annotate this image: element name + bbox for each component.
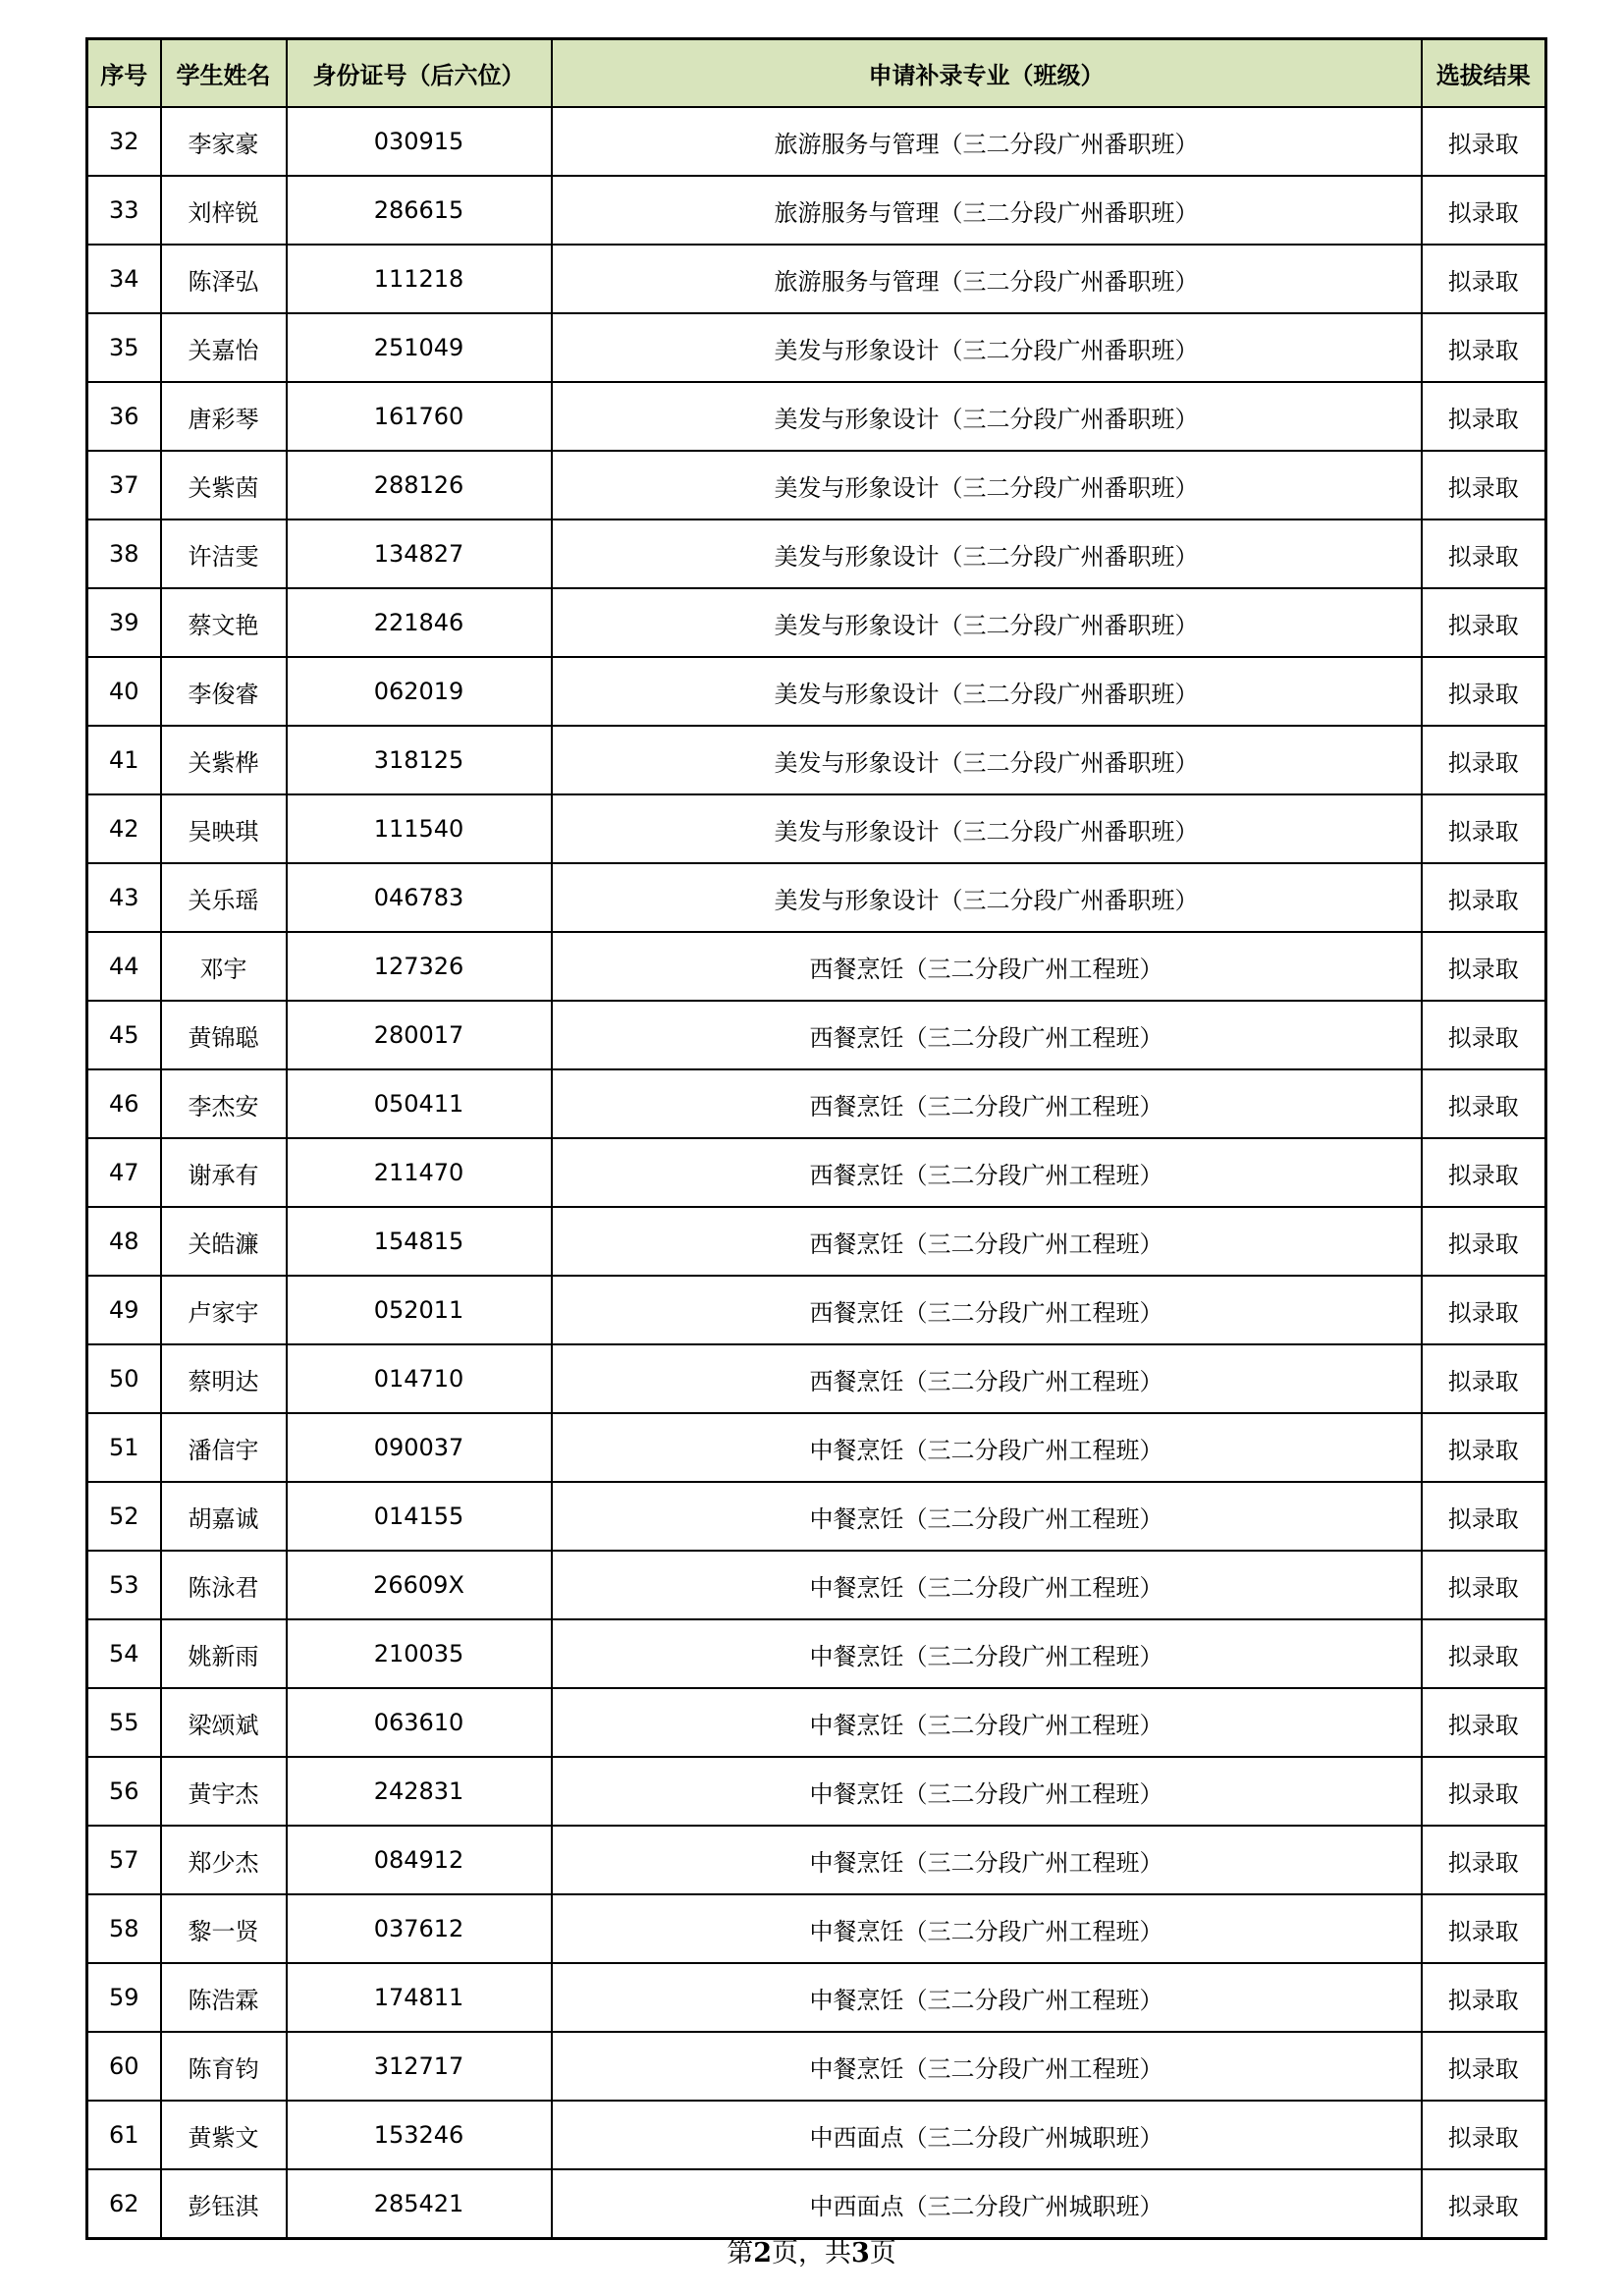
cell-major: 美发与形象设计（三二分段广州番职班）	[552, 588, 1422, 657]
cell-seq: 37	[87, 451, 161, 519]
footer-current-page: 2	[753, 2238, 772, 2269]
cell-student-name: 关紫桦	[161, 726, 287, 794]
cell-major: 西餐烹饪（三二分段广州工程班）	[552, 1276, 1422, 1344]
cell-seq: 45	[87, 1001, 161, 1069]
cell-student-name: 邓宇	[161, 932, 287, 1001]
cell-seq: 36	[87, 382, 161, 451]
cell-id-number: 312717	[287, 2032, 552, 2101]
cell-major: 美发与形象设计（三二分段广州番职班）	[552, 382, 1422, 451]
cell-seq: 57	[87, 1826, 161, 1894]
cell-id-number: 090037	[287, 1413, 552, 1482]
table-row	[87, 2169, 1546, 2239]
cell-student-name: 黎一贤	[161, 1894, 287, 1963]
cell-student-name: 李俊睿	[161, 657, 287, 726]
cell-result: 拟录取	[1422, 588, 1546, 657]
cell-seq: 58	[87, 1894, 161, 1963]
cell-result: 拟录取	[1422, 1482, 1546, 1551]
cell-major: 美发与形象设计（三二分段广州番职班）	[552, 863, 1422, 932]
cell-major: 美发与形象设计（三二分段广州番职班）	[552, 794, 1422, 863]
cell-student-name: 陈育钧	[161, 2032, 287, 2101]
cell-result: 拟录取	[1422, 382, 1546, 451]
cell-result: 拟录取	[1422, 794, 1546, 863]
cell-major: 旅游服务与管理（三二分段广州番职班）	[552, 107, 1422, 176]
cell-seq: 52	[87, 1482, 161, 1551]
cell-result: 拟录取	[1422, 1276, 1546, 1344]
table-row	[87, 1069, 1546, 1138]
cell-seq: 33	[87, 176, 161, 245]
cell-student-name: 关皓濂	[161, 1207, 287, 1276]
table-row	[87, 726, 1546, 794]
cell-result: 拟录取	[1422, 1688, 1546, 1757]
table-row	[87, 1138, 1546, 1207]
cell-id-number: 046783	[287, 863, 552, 932]
cell-student-name: 李杰安	[161, 1069, 287, 1138]
header-seq: 序号	[87, 39, 161, 108]
page-footer	[0, 2231, 1623, 2269]
cell-major: 美发与形象设计（三二分段广州番职班）	[552, 519, 1422, 588]
cell-result: 拟录取	[1422, 519, 1546, 588]
cell-result: 拟录取	[1422, 245, 1546, 313]
cell-major: 中餐烹饪（三二分段广州工程班）	[552, 1551, 1422, 1619]
cell-result: 拟录取	[1422, 932, 1546, 1001]
header-result: 选拔结果	[1422, 39, 1546, 108]
table-row	[87, 2101, 1546, 2169]
cell-id-number: 154815	[287, 1207, 552, 1276]
cell-student-name: 谢承有	[161, 1138, 287, 1207]
cell-id-number: 26609X	[287, 1551, 552, 1619]
table-row	[87, 1551, 1546, 1619]
cell-student-name: 梁颂斌	[161, 1688, 287, 1757]
cell-result: 拟录取	[1422, 2032, 1546, 2101]
cell-seq: 46	[87, 1069, 161, 1138]
cell-student-name: 胡嘉诚	[161, 1482, 287, 1551]
cell-result: 拟录取	[1422, 1138, 1546, 1207]
cell-major: 西餐烹饪（三二分段广州工程班）	[552, 1001, 1422, 1069]
cell-major: 中餐烹饪（三二分段广州工程班）	[552, 1757, 1422, 1826]
table-row	[87, 107, 1546, 176]
table-row	[87, 1482, 1546, 1551]
cell-student-name: 蔡明达	[161, 1344, 287, 1413]
footer-prefix: 第	[727, 2238, 754, 2269]
table-row	[87, 657, 1546, 726]
cell-student-name: 潘信宇	[161, 1413, 287, 1482]
cell-id-number: 052011	[287, 1276, 552, 1344]
cell-major: 西餐烹饪（三二分段广州工程班）	[552, 932, 1422, 1001]
cell-id-number: 210035	[287, 1619, 552, 1688]
cell-student-name: 黄宇杰	[161, 1757, 287, 1826]
table-row	[87, 1826, 1546, 1894]
cell-seq: 60	[87, 2032, 161, 2101]
cell-result: 拟录取	[1422, 176, 1546, 245]
cell-seq: 35	[87, 313, 161, 382]
cell-id-number: 286615	[287, 176, 552, 245]
cell-seq: 54	[87, 1619, 161, 1688]
cell-seq: 48	[87, 1207, 161, 1276]
cell-id-number: 318125	[287, 726, 552, 794]
cell-seq: 43	[87, 863, 161, 932]
cell-seq: 53	[87, 1551, 161, 1619]
table-row	[87, 1001, 1546, 1069]
cell-major: 旅游服务与管理（三二分段广州番职班）	[552, 176, 1422, 245]
table-row	[87, 1276, 1546, 1344]
cell-result: 拟录取	[1422, 1826, 1546, 1894]
cell-result: 拟录取	[1422, 1207, 1546, 1276]
cell-result: 拟录取	[1422, 2169, 1546, 2239]
cell-id-number: 050411	[287, 1069, 552, 1138]
cell-seq: 40	[87, 657, 161, 726]
table-row	[87, 451, 1546, 519]
cell-result: 拟录取	[1422, 107, 1546, 176]
cell-seq: 55	[87, 1688, 161, 1757]
table-row	[87, 863, 1546, 932]
cell-major: 中餐烹饪（三二分段广州工程班）	[552, 1894, 1422, 1963]
cell-id-number: 242831	[287, 1757, 552, 1826]
cell-student-name: 卢家宇	[161, 1276, 287, 1344]
cell-major: 中餐烹饪（三二分段广州工程班）	[552, 1826, 1422, 1894]
cell-result: 拟录取	[1422, 657, 1546, 726]
cell-result: 拟录取	[1422, 1963, 1546, 2032]
cell-result: 拟录取	[1422, 1757, 1546, 1826]
cell-major: 西餐烹饪（三二分段广州工程班）	[552, 1344, 1422, 1413]
cell-major: 西餐烹饪（三二分段广州工程班）	[552, 1138, 1422, 1207]
table-row	[87, 1413, 1546, 1482]
table-row	[87, 794, 1546, 863]
header-row	[87, 39, 1546, 108]
table-row	[87, 1757, 1546, 1826]
footer-suffix: 页	[869, 2238, 896, 2269]
cell-student-name: 唐彩琴	[161, 382, 287, 451]
cell-seq: 44	[87, 932, 161, 1001]
cell-id-number: 062019	[287, 657, 552, 726]
cell-result: 拟录取	[1422, 313, 1546, 382]
admission-roster-table	[85, 37, 1547, 2240]
table-row	[87, 1207, 1546, 1276]
cell-student-name: 吴映琪	[161, 794, 287, 863]
cell-major: 美发与形象设计（三二分段广州番职班）	[552, 451, 1422, 519]
cell-result: 拟录取	[1422, 726, 1546, 794]
cell-student-name: 黄紫文	[161, 2101, 287, 2169]
footer-middle: 页，共	[772, 2238, 851, 2269]
cell-major: 中餐烹饪（三二分段广州工程班）	[552, 1963, 1422, 2032]
cell-student-name: 刘梓锐	[161, 176, 287, 245]
cell-result: 拟录取	[1422, 1551, 1546, 1619]
cell-student-name: 关紫茵	[161, 451, 287, 519]
cell-major: 西餐烹饪（三二分段广州工程班）	[552, 1207, 1422, 1276]
cell-id-number: 084912	[287, 1826, 552, 1894]
cell-seq: 50	[87, 1344, 161, 1413]
cell-id-number: 285421	[287, 2169, 552, 2239]
cell-seq: 39	[87, 588, 161, 657]
cell-seq: 47	[87, 1138, 161, 1207]
cell-student-name: 陈泳君	[161, 1551, 287, 1619]
cell-student-name: 陈泽弘	[161, 245, 287, 313]
cell-id-number: 127326	[287, 932, 552, 1001]
cell-id-number: 063610	[287, 1688, 552, 1757]
cell-id-number: 014710	[287, 1344, 552, 1413]
cell-seq: 49	[87, 1276, 161, 1344]
cell-major: 中餐烹饪（三二分段广州工程班）	[552, 1619, 1422, 1688]
cell-seq: 34	[87, 245, 161, 313]
cell-result: 拟录取	[1422, 1894, 1546, 1963]
table-row	[87, 1894, 1546, 1963]
cell-id-number: 014155	[287, 1482, 552, 1551]
cell-id-number: 280017	[287, 1001, 552, 1069]
cell-major: 美发与形象设计（三二分段广州番职班）	[552, 657, 1422, 726]
cell-major: 中西面点（三二分段广州城职班）	[552, 2101, 1422, 2169]
cell-major: 中餐烹饪（三二分段广州工程班）	[552, 1482, 1422, 1551]
cell-id-number: 221846	[287, 588, 552, 657]
cell-seq: 62	[87, 2169, 161, 2239]
table-body	[87, 107, 1546, 2239]
table-row	[87, 382, 1546, 451]
table-row	[87, 932, 1546, 1001]
cell-id-number: 134827	[287, 519, 552, 588]
table-row	[87, 2032, 1546, 2101]
cell-result: 拟录取	[1422, 451, 1546, 519]
cell-result: 拟录取	[1422, 2101, 1546, 2169]
cell-major: 美发与形象设计（三二分段广州番职班）	[552, 726, 1422, 794]
cell-major: 中餐烹饪（三二分段广州工程班）	[552, 2032, 1422, 2101]
cell-major: 中餐烹饪（三二分段广州工程班）	[552, 1688, 1422, 1757]
cell-result: 拟录取	[1422, 1069, 1546, 1138]
cell-seq: 51	[87, 1413, 161, 1482]
cell-student-name: 许洁雯	[161, 519, 287, 588]
cell-student-name: 黄锦聪	[161, 1001, 287, 1069]
cell-student-name: 彭钰淇	[161, 2169, 287, 2239]
cell-result: 拟录取	[1422, 1001, 1546, 1069]
header-major: 申请补录专业（班级）	[552, 39, 1422, 108]
table-row	[87, 1344, 1546, 1413]
cell-major: 中餐烹饪（三二分段广州工程班）	[552, 1413, 1422, 1482]
table-row	[87, 176, 1546, 245]
header-student-name: 学生姓名	[161, 39, 287, 108]
table-row	[87, 1619, 1546, 1688]
cell-id-number: 174811	[287, 1963, 552, 2032]
cell-id-number: 211470	[287, 1138, 552, 1207]
cell-student-name: 关嘉怡	[161, 313, 287, 382]
table-row	[87, 519, 1546, 588]
cell-result: 拟录取	[1422, 863, 1546, 932]
cell-id-number: 153246	[287, 2101, 552, 2169]
cell-seq: 61	[87, 2101, 161, 2169]
table-row	[87, 1963, 1546, 2032]
table-row	[87, 588, 1546, 657]
cell-seq: 41	[87, 726, 161, 794]
cell-id-number: 161760	[287, 382, 552, 451]
footer-total-pages: 3	[851, 2238, 870, 2269]
cell-major: 旅游服务与管理（三二分段广州番职班）	[552, 245, 1422, 313]
cell-student-name: 陈浩霖	[161, 1963, 287, 2032]
table-row	[87, 245, 1546, 313]
cell-seq: 32	[87, 107, 161, 176]
cell-student-name: 李家豪	[161, 107, 287, 176]
cell-major: 中西面点（三二分段广州城职班）	[552, 2169, 1422, 2239]
cell-result: 拟录取	[1422, 1619, 1546, 1688]
table-row	[87, 313, 1546, 382]
table-header	[87, 39, 1546, 108]
cell-major: 西餐烹饪（三二分段广州工程班）	[552, 1069, 1422, 1138]
cell-result: 拟录取	[1422, 1413, 1546, 1482]
cell-result: 拟录取	[1422, 1344, 1546, 1413]
cell-student-name: 关乐瑶	[161, 863, 287, 932]
cell-major: 美发与形象设计（三二分段广州番职班）	[552, 313, 1422, 382]
cell-id-number: 030915	[287, 107, 552, 176]
cell-seq: 42	[87, 794, 161, 863]
cell-seq: 56	[87, 1757, 161, 1826]
cell-id-number: 037612	[287, 1894, 552, 1963]
cell-student-name: 郑少杰	[161, 1826, 287, 1894]
cell-id-number: 288126	[287, 451, 552, 519]
cell-student-name: 姚新雨	[161, 1619, 287, 1688]
cell-student-name: 蔡文艳	[161, 588, 287, 657]
cell-id-number: 111218	[287, 245, 552, 313]
cell-id-number: 251049	[287, 313, 552, 382]
cell-seq: 59	[87, 1963, 161, 2032]
cell-seq: 38	[87, 519, 161, 588]
header-id-number: 身份证号（后六位）	[287, 39, 552, 108]
cell-id-number: 111540	[287, 794, 552, 863]
table-row	[87, 1688, 1546, 1757]
